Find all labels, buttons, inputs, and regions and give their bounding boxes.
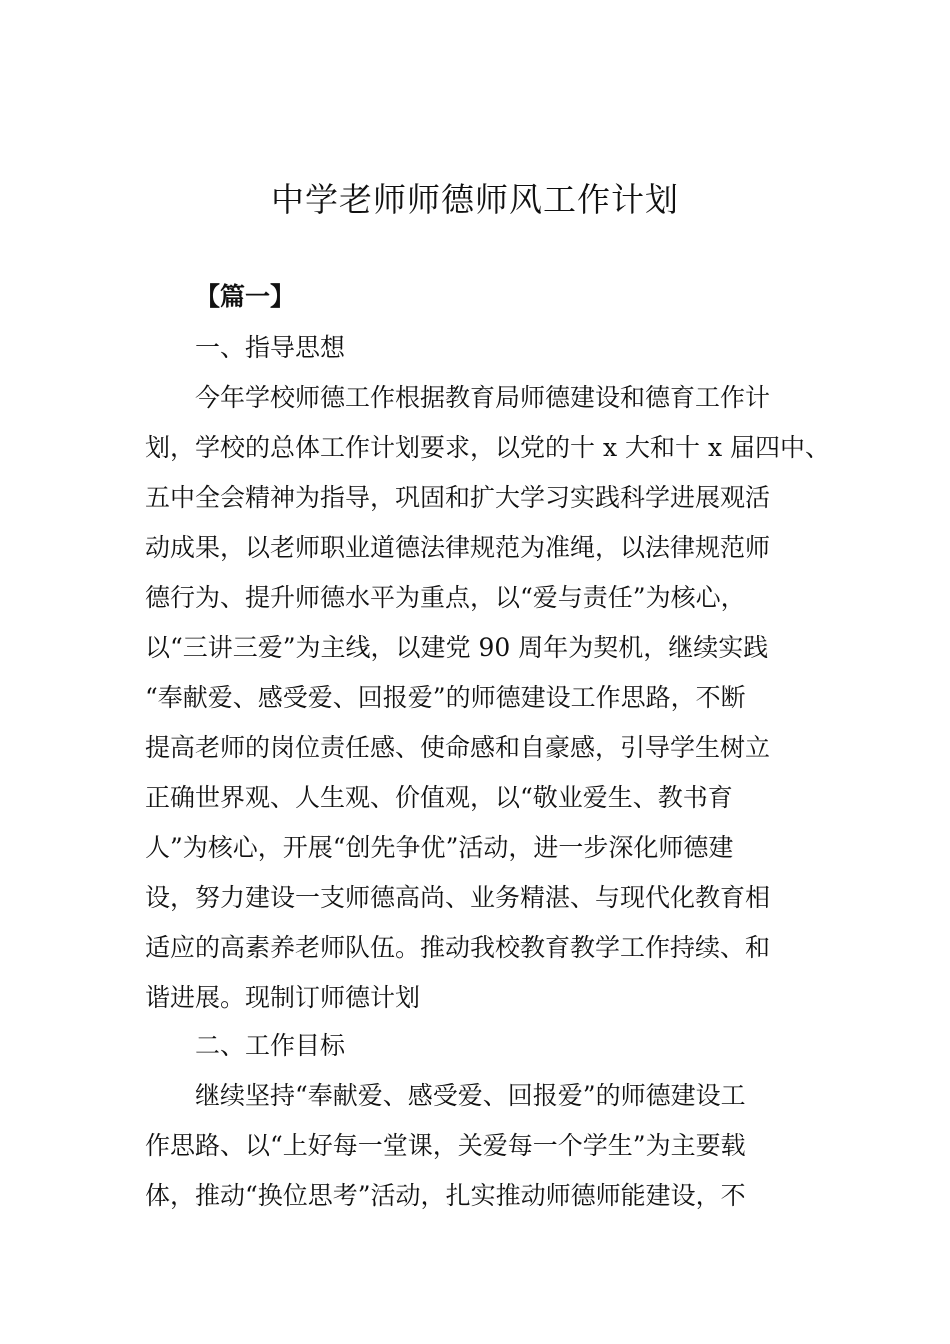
paragraph-line: 德行为、提升师德水平为重点，以“爱与责任”为核心， <box>145 583 746 612</box>
paragraph-line: 体，推动“换位思考”活动，扎实推动师德师能建设，不 <box>145 1181 746 1210</box>
paragraph-line: 作思路、以“上好每一堂课，关爱每一个学生”为主要载 <box>145 1131 746 1160</box>
paragraph-line: 提高老师的岗位责任感、使命感和自豪感，引导学生树立 <box>145 733 771 762</box>
paragraph-line: 谐进展。现制订师德计划 <box>145 983 421 1012</box>
paragraph-line: 五中全会精神为指导，巩固和扩大学习实践科学进展观活 <box>145 483 771 512</box>
paragraph-line: 人”为核心，开展“创先争优”活动，进一步深化师德建 <box>145 833 734 862</box>
section-tag: 【篇一】 <box>195 282 296 311</box>
document-title: 中学老师师德师风工作计划 <box>271 180 679 219</box>
paragraph-line: 正确世界观、人生观、价值观，以“敬业爱生、教书育 <box>145 783 733 812</box>
paragraph-line: 以“三讲三爱”为主线，以建党 90 周年为契机，继续实践 <box>145 633 769 662</box>
paragraph-line: 划，学校的总体工作计划要求，以党的十 x 大和十 x 届四中、 <box>145 433 830 462</box>
paragraph-line: 设，努力建设一支师德高尚、业务精湛、与现代化教育相 <box>145 883 771 912</box>
paragraph-line: 继续坚持“奉献爱、感受爱、回报爱”的师德建设工 <box>195 1081 746 1110</box>
heading-guiding-ideology: 一、指导思想 <box>195 333 346 362</box>
paragraph-line: 动成果，以老师职业道德法律规范为准绳，以法律规范师 <box>145 533 771 562</box>
paragraph-line: “奉献爱、感受爱、回报爱”的师德建设工作思路，不断 <box>145 683 746 712</box>
paragraph-line: 适应的高素养老师队伍。推动我校教育教学工作持续、和 <box>145 933 771 962</box>
paragraph-line: 今年学校师德工作根据教育局师德建设和德育工作计 <box>195 383 771 412</box>
heading-work-goals: 二、工作目标 <box>195 1031 346 1060</box>
